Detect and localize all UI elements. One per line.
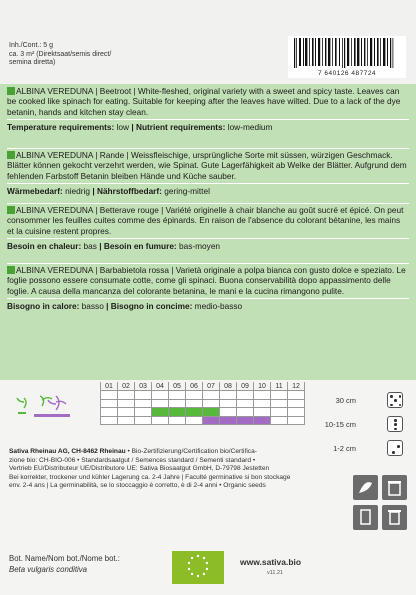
variety-title: ALBINA VEREDUNA [16, 205, 94, 215]
month-11: 11 [271, 382, 288, 391]
company-info [9, 448, 349, 491]
variety-title: ALBINA VEREDUNA [16, 86, 94, 96]
nutrient-value: low-medium [225, 122, 273, 133]
company-name: Sativa Rheinau AG, CH-8462 Rheinau [9, 448, 126, 455]
company-line-3: Vertrieb EU/Distributeur UE/Distributore UE: Sativa Biosaatgut GmbH, D-79798 Jestetten [9, 465, 270, 473]
calendar-row [101, 399, 305, 408]
sowing-period-row [101, 408, 305, 417]
month-12: 12 [288, 382, 305, 391]
barcode-number: 7 640126 487724 [317, 70, 377, 77]
temperature-value: bas [81, 241, 97, 252]
variety-description: | Barbabietola rossa | Varietà originale a polpa bianca con gusto dolce e speziato. Le foglie possono essere consumate cotte, come gli spinaci. Buona conservabilità dopo appassimento delle foglie. A causa della mancanza del colorante betanina, le mani e la cucina rimangono pulite. [7, 265, 406, 296]
section-italian [7, 265, 409, 312]
area-line-2: semina diretta) [9, 59, 56, 66]
nutrient-label: | Bisogno in concime: [103, 301, 193, 312]
trash-symbol-icon [382, 505, 407, 530]
company-line-5: env. 2-4 ans | La germinabilità, se lo stoccaggio è corretto, è di 2-4 anni • Organic seeds [9, 482, 266, 490]
plant-distance-icon [387, 416, 403, 432]
section-german [7, 150, 409, 197]
organic-symbol-icon [353, 475, 378, 500]
month-01: 01 [101, 382, 118, 391]
area-line-1: ca. 3 m² (Direktsaat/semis direct/ [9, 50, 112, 58]
package-info [9, 42, 111, 68]
plant-distance: 10-15 cm [324, 420, 356, 429]
company-line-4: Bei korrekter, trockener und kühler Lagerung ca. 2-4 Jahre | Faculté germinative si bon stockage [9, 473, 291, 481]
website-link[interactable]: www.sativa.bio [240, 557, 302, 567]
company-line-1: • Bio-Zertifizierung/Certification bio/Certifica- [125, 448, 257, 455]
requirements [7, 298, 409, 311]
sowing-cell [186, 408, 203, 417]
temperature-value: niedrig [62, 186, 91, 197]
divider [7, 203, 409, 204]
sowing-cell [169, 408, 186, 417]
temperature-label: Wärmebedarf: [7, 186, 63, 197]
green-square-icon [7, 266, 15, 274]
temperature-label: Bisogno in calore: [7, 301, 80, 312]
nutrient-label: | Besoin en fumure: [96, 241, 177, 252]
sowing-cell [152, 408, 169, 417]
symbols-area [353, 475, 408, 535]
variety-description: | Betterave rouge | Variété originelle à chair blanche au goût sucré et épicé. On peut consommer les feuilles cuites comme des épinards. En raison de l'absence du colorant bétanine, les mains et la cuisine restent propres. [7, 205, 404, 236]
latin-name: Beta vulgaris conditiva [9, 565, 88, 574]
nutrient-value: medio-basso [192, 301, 243, 312]
row-distance-icon [387, 392, 403, 408]
harvest-cell [254, 416, 271, 425]
month-07: 07 [203, 382, 220, 391]
paper-symbol-icon [353, 505, 378, 530]
barcode [288, 36, 406, 78]
month-03: 03 [135, 382, 152, 391]
eu-organic-leaf-icon [172, 551, 224, 584]
temperature-value: low [114, 122, 130, 133]
green-square-icon [7, 206, 15, 214]
harvest-cell [220, 416, 237, 425]
temperature-label: Temperature requirements: [7, 122, 115, 133]
sowing-calendar [100, 382, 305, 425]
row-distance: 30 cm [335, 396, 356, 405]
version-label: v11.21 [267, 570, 284, 576]
temperature-label: Besoin en chaleur: [7, 241, 82, 252]
month-10: 10 [254, 382, 271, 391]
requirements [7, 238, 409, 251]
harvest-cell [237, 416, 254, 425]
month-08: 08 [220, 382, 237, 391]
nutrient-value: gering-mittel [161, 186, 210, 197]
month-02: 02 [118, 382, 135, 391]
variety-title: ALBINA VEREDUNA [16, 265, 94, 275]
sowing-plants-icon [10, 392, 70, 422]
requirements [7, 183, 409, 196]
harvest-period-row [101, 416, 305, 425]
botanical-name-label: Bot. Name/Nom bot./Nome bot.: [9, 554, 120, 563]
month-06: 06 [186, 382, 203, 391]
month-04: 04 [152, 382, 169, 391]
variety-description: | Rande | Weissfleischige, ursprüngliche Sorte mit süssen, würzigen Geschmack. Blätter können gekocht verzehrt werden, wie Spinat. Gute Lagerfähigkeit ab Welke der Blätter. Aufgrund dem fehlenden Farbstoff Betanin bleiben Hände und Küche sauber. [7, 150, 407, 181]
month-09: 09 [237, 382, 254, 391]
divider [7, 148, 409, 149]
section-english [7, 86, 409, 133]
nutrient-label: | Nährstoffbedarf: [90, 186, 162, 197]
company-line-2: zione bio: CH-BIO-006 • Standardsaatgut / Semences standard / Sementi standard • [9, 456, 256, 464]
sowing-depth: 1-2 cm [333, 444, 356, 453]
nutrient-value: bas-moyen [176, 241, 221, 252]
sowing-cell [203, 408, 220, 417]
nutrient-label: | Nutrient requirements: [129, 122, 226, 133]
month-05: 05 [169, 382, 186, 391]
section-french [7, 205, 409, 252]
sowing-depth-icon [387, 440, 403, 456]
recycle-bin-icon [382, 475, 407, 500]
requirements [7, 119, 409, 132]
content-label: Inh./Cont.: 5 g [9, 42, 53, 49]
calendar-row [101, 391, 305, 400]
temperature-value: basso [79, 301, 104, 312]
harvest-cell [203, 416, 220, 425]
barcode-bars-icon [292, 38, 402, 68]
divider [7, 263, 409, 264]
green-square-icon [7, 151, 15, 159]
green-square-icon [7, 87, 15, 95]
variety-title: ALBINA VEREDUNA [16, 150, 94, 160]
variety-description: | Beetroot | White-fleshed, original variety with a sweet and spicy taste. Leaves can be cooked like spinach for eating. Suitable for keeping after the leaves have wilted. Due to a lack of the dye betanin, hands and kitchen stay clean. [7, 86, 401, 117]
